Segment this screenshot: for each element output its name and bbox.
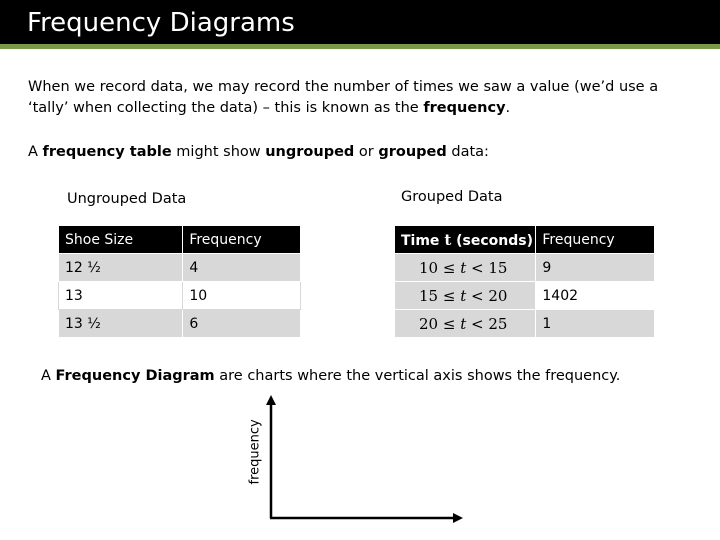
- time-interval-cell: [395, 282, 536, 310]
- table-intro-bold-3: grouped: [378, 144, 447, 160]
- frequency-cell: 6: [183, 310, 301, 338]
- frequency-cell: 10: [183, 282, 301, 310]
- grouped-header-variable: t: [444, 230, 452, 249]
- table-intro-text-1: A: [28, 144, 43, 160]
- table-intro-text-2: might show: [171, 144, 266, 160]
- interval-low: 20: [419, 314, 439, 333]
- intro-text-2: .: [505, 100, 511, 116]
- shoe-size-cell: 13 ½: [59, 310, 183, 338]
- table-row: [59, 310, 301, 338]
- interval-variable: t: [460, 286, 467, 305]
- intro-paragraph: [28, 77, 688, 119]
- time-interval-cell: [395, 254, 536, 282]
- interval-relation: <: [466, 286, 489, 305]
- diagram-note-bold: Frequency Diagram: [55, 368, 215, 384]
- title-underline: [0, 44, 720, 49]
- interval-high: 20: [488, 286, 508, 305]
- table-intro-text-4: data:: [446, 144, 489, 160]
- table-row: [59, 254, 301, 282]
- frequency-cell: 1402: [536, 282, 655, 310]
- empty-axes: [260, 393, 470, 528]
- grouped-header-time: [395, 226, 536, 254]
- table-row: [395, 282, 655, 310]
- intro-bold-frequency: frequency: [423, 100, 506, 116]
- grouped-table: [394, 225, 655, 338]
- ungrouped-header-frequency: Frequency: [183, 226, 301, 254]
- interval-low: 10: [419, 258, 439, 277]
- table-row: [395, 310, 655, 338]
- interval-low: 15: [419, 286, 439, 305]
- ungrouped-header-row: [59, 226, 301, 254]
- diagram-note-text-2: are charts where the vertical axis shows the frequency.: [214, 368, 621, 384]
- interval-variable: t: [460, 258, 467, 277]
- grouped-caption: Grouped Data: [401, 189, 503, 205]
- ungrouped-caption: Ungrouped Data: [67, 191, 187, 207]
- y-axis-arrowhead: [266, 395, 276, 405]
- interval-relation: ≤: [438, 258, 461, 277]
- frequency-cell: 1: [536, 310, 655, 338]
- diagram-note-paragraph: [41, 366, 681, 386]
- diagram-note-text-1: A: [41, 368, 56, 384]
- interval-relation: <: [466, 314, 489, 333]
- interval-relation: ≤: [438, 286, 461, 305]
- page-title: Frequency Diagrams: [27, 8, 295, 38]
- ungrouped-table: [58, 225, 301, 338]
- intro-text-1: When we record data, we may record the number of times we saw a value (we’d use a ‘tally’ when collecting the data) – this is known as the: [28, 79, 659, 116]
- interval-relation: <: [466, 258, 489, 277]
- y-axis-label: frequency: [247, 419, 263, 485]
- interval-variable: t: [460, 314, 467, 333]
- table-row: [59, 282, 301, 310]
- table-intro-bold-1: frequency table: [42, 144, 172, 160]
- interval-high: 25: [488, 314, 508, 333]
- x-axis-arrowhead: [453, 513, 463, 523]
- frequency-cell: 9: [536, 254, 655, 282]
- shoe-size-cell: 12 ½: [59, 254, 183, 282]
- interval-relation: ≤: [438, 314, 461, 333]
- table-row: [395, 254, 655, 282]
- table-intro-text-3: or: [354, 144, 379, 160]
- table-intro-paragraph: [28, 142, 688, 163]
- frequency-cell: 4: [183, 254, 301, 282]
- grouped-header-frequency: Frequency: [536, 226, 655, 254]
- grouped-header-time-text: Time: [401, 232, 445, 249]
- grouped-header-row: [395, 226, 655, 254]
- interval-high: 15: [488, 258, 508, 277]
- shoe-size-cell: 13: [59, 282, 183, 310]
- grouped-header-unit: (seconds): [451, 232, 533, 249]
- table-intro-bold-2: ungrouped: [265, 144, 355, 160]
- ungrouped-header-shoe-size: Shoe Size: [59, 226, 183, 254]
- time-interval-cell: [395, 310, 536, 338]
